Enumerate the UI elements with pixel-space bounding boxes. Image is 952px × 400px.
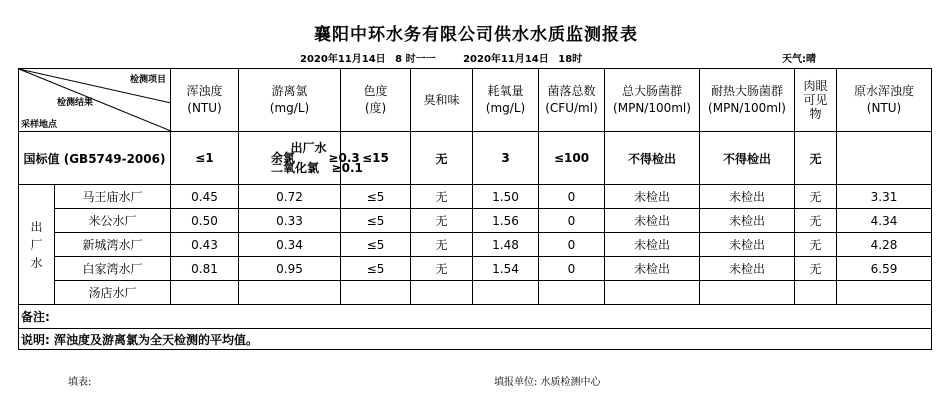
color-value: ≤5 bbox=[341, 233, 411, 257]
col-header-chlorine: 游离氯 (mg/L) bbox=[239, 69, 341, 132]
header-row bbox=[19, 69, 932, 132]
colony-value: 0 bbox=[539, 185, 605, 209]
weather-label: 天气:晴 bbox=[782, 54, 816, 65]
visible-value bbox=[795, 281, 837, 305]
item-label: 检测项目 bbox=[129, 75, 166, 85]
raw-turbidity-value: 4.34 bbox=[837, 209, 932, 233]
to-date: 2020年11月14日 bbox=[463, 54, 549, 65]
standard-chlorine-line2: 二氧化氯 ≥0.1 bbox=[271, 161, 363, 175]
plant-name: 新城湾水厂 bbox=[55, 233, 171, 257]
standard-odor: 无 bbox=[411, 132, 473, 185]
table-row bbox=[19, 209, 932, 233]
to-time: 18时 bbox=[558, 54, 583, 65]
turbidity-value: 0.45 bbox=[171, 185, 239, 209]
table-row bbox=[19, 281, 932, 305]
colony-value: 0 bbox=[539, 209, 605, 233]
chlorine-value: 0.34 bbox=[239, 233, 341, 257]
odor-value: 无 bbox=[411, 185, 473, 209]
visible-value: 无 bbox=[795, 257, 837, 281]
remarks-row bbox=[19, 305, 932, 329]
standard-visible: 无 bbox=[795, 132, 837, 185]
chlorine-value bbox=[239, 281, 341, 305]
remarks-label: 备注: bbox=[19, 305, 932, 329]
reporting-unit-label: 填报单位: 水质检测中心 bbox=[494, 377, 601, 388]
site-label: 采样地点 bbox=[21, 120, 58, 130]
coliform-value bbox=[605, 281, 700, 305]
coliform-value: 未检出 bbox=[605, 209, 700, 233]
chlorine-value: 0.33 bbox=[239, 209, 341, 233]
filler-label: 填表: bbox=[68, 377, 92, 388]
col-header-thermo-coliform: 耐热大肠菌群 (MPN/100ml) bbox=[700, 69, 795, 132]
colony-value bbox=[539, 281, 605, 305]
note-text: 说明: 浑浊度及游离氯为全天检测的平均值。 bbox=[19, 329, 932, 350]
visible-value: 无 bbox=[795, 185, 837, 209]
thermo-coliform-value: 未检出 bbox=[700, 185, 795, 209]
standard-color: ≤15 bbox=[341, 132, 411, 185]
turbidity-value: 0.81 bbox=[171, 257, 239, 281]
from-date: 2020年11月14日 bbox=[300, 54, 386, 65]
colony-value: 0 bbox=[539, 257, 605, 281]
plant-name: 马王庙水厂 bbox=[55, 185, 171, 209]
col-header-visible: 肉眼 可见 物 bbox=[795, 69, 837, 132]
color-value: ≤5 bbox=[341, 257, 411, 281]
plant-name: 白家湾水厂 bbox=[55, 257, 171, 281]
note-row bbox=[19, 329, 932, 350]
oxygen-value: 1.54 bbox=[473, 257, 539, 281]
table-row bbox=[19, 185, 932, 209]
col-header-odor: 臭和味 bbox=[411, 69, 473, 132]
standard-raw-turbidity bbox=[837, 132, 932, 185]
plant-name: 米公水厂 bbox=[55, 209, 171, 233]
standard-chlorine bbox=[239, 132, 363, 185]
standard-turbidity: ≤1 bbox=[171, 132, 239, 185]
group-label-outlet-water: 出 厂 水 bbox=[19, 185, 55, 305]
oxygen-value: 1.48 bbox=[473, 233, 539, 257]
col-header-oxygen: 耗氧量 (mg/L) bbox=[473, 69, 539, 132]
thermo-coliform-value: 未检出 bbox=[700, 209, 795, 233]
thermo-coliform-value: 未检出 bbox=[700, 257, 795, 281]
standard-label: 国标值 (GB5749-2006) bbox=[19, 132, 171, 185]
thermo-coliform-value: 未检出 bbox=[700, 233, 795, 257]
table-row bbox=[19, 257, 932, 281]
plant-name: 汤店水厂 bbox=[55, 281, 171, 305]
standard-thermo-coliform: 不得检出 bbox=[700, 132, 795, 185]
col-header-color: 色度 (度) bbox=[341, 69, 411, 132]
visible-value: 无 bbox=[795, 209, 837, 233]
col-header-turbidity: 浑浊度 (NTU) bbox=[171, 69, 239, 132]
standard-chlorine-line1: 余氯 ≥0.3 bbox=[271, 151, 360, 165]
table-row bbox=[19, 233, 932, 257]
color-value: ≤5 bbox=[341, 209, 411, 233]
oxygen-value bbox=[473, 281, 539, 305]
turbidity-value: 0.43 bbox=[171, 233, 239, 257]
standard-colony: ≤100 bbox=[539, 132, 605, 185]
col-header-raw-turbidity: 原水浑浊度 (NTU) bbox=[837, 69, 932, 132]
diagonal-header-cell bbox=[19, 69, 171, 132]
turbidity-value: 0.50 bbox=[171, 209, 239, 233]
result-label: 检测结果 bbox=[57, 98, 94, 108]
col-header-colony: 菌落总数 (CFU/ml) bbox=[539, 69, 605, 132]
turbidity-value bbox=[171, 281, 239, 305]
col-header-coliform: 总大肠菌群 (MPN/100ml) bbox=[605, 69, 700, 132]
standard-coliform: 不得检出 bbox=[605, 132, 700, 185]
coliform-value: 未检出 bbox=[605, 185, 700, 209]
color-value bbox=[341, 281, 411, 305]
raw-turbidity-value: 6.59 bbox=[837, 257, 932, 281]
oxygen-value: 1.56 bbox=[473, 209, 539, 233]
chlorine-value: 0.72 bbox=[239, 185, 341, 209]
chlorine-value: 0.95 bbox=[239, 257, 341, 281]
odor-value bbox=[411, 281, 473, 305]
visible-value: 无 bbox=[795, 233, 837, 257]
report-title: 襄阳中环水务有限公司供水水质监测报表 bbox=[314, 25, 638, 45]
standard-oxygen: 3 bbox=[473, 132, 539, 185]
standard-chlorine-title: 出厂水 bbox=[290, 141, 327, 155]
raw-turbidity-value bbox=[837, 281, 932, 305]
thermo-coliform-value bbox=[700, 281, 795, 305]
odor-value: 无 bbox=[411, 257, 473, 281]
raw-turbidity-value: 3.31 bbox=[837, 185, 932, 209]
raw-turbidity-value: 4.28 bbox=[837, 233, 932, 257]
colony-value: 0 bbox=[539, 233, 605, 257]
standard-row bbox=[19, 132, 932, 185]
odor-value: 无 bbox=[411, 209, 473, 233]
odor-value: 无 bbox=[411, 233, 473, 257]
coliform-value: 未检出 bbox=[605, 257, 700, 281]
oxygen-value: 1.50 bbox=[473, 185, 539, 209]
from-time: 8 时一一 bbox=[395, 54, 436, 65]
water-quality-table bbox=[18, 68, 932, 350]
color-value: ≤5 bbox=[341, 185, 411, 209]
coliform-value: 未检出 bbox=[605, 233, 700, 257]
report-dateline bbox=[300, 50, 588, 65]
